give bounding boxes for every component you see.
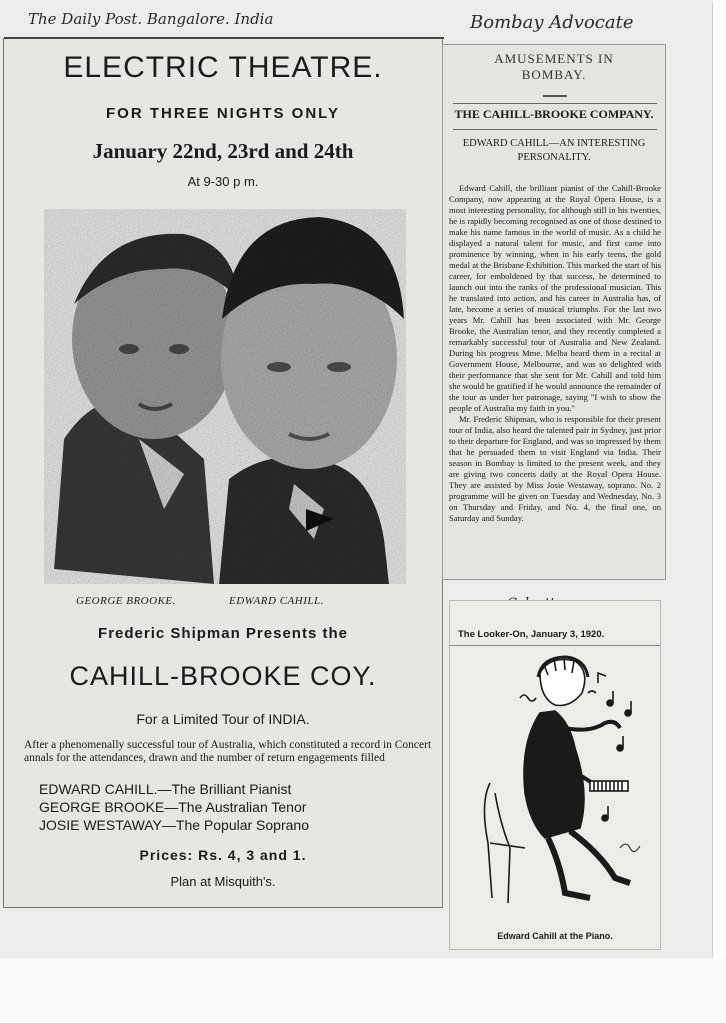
advert-company: CAHILL-BROOKE COY. — [69, 661, 377, 691]
advert-tour: For a Limited Tour of INDIA. — [136, 711, 310, 727]
article-subheading-line: PERSONALITY. — [517, 152, 591, 163]
cartoon-caption: Edward Cahill at the Piano. — [497, 931, 613, 941]
theatre-advertisement — [3, 38, 443, 908]
newspaper-article — [442, 44, 666, 580]
divider — [453, 103, 657, 104]
advert-title: ELECTRIC THEATRE. — [63, 51, 383, 84]
handwritten-source-note: The Daily Post. Bangalore. India — [28, 10, 274, 28]
cartoon-source: The Looker-On, January 3, 1920. — [458, 629, 605, 640]
ornament-rule — [543, 95, 567, 97]
article-paragraph: Mr. Frederic Shipman, who is responsible for their present tour of India, also heard the talented pair in Sydney, just prior to their departure for England, and was so impressed by them that he persuaded them to visit England via India. Their season in Bombay is limited to the present week, and they are giving two concerts daily at the Royal Opera House. They are assisted by Miss Josie Westaway, soprano. No. 2 programme will be given on Tuesday and Wednesday, No. 3 on Thursday and Friday, and No. 4, the final one, on Saturday and Sunday. — [449, 414, 661, 523]
article-paragraph: Edward Cahill, the brilliant pianist of the Cahill-Brooke Company, now appearing at the Royal Opera House, is a most interesting personality, for although still in his twenties, he is rapidly becoming recognised as one of those destined to make his name famous in the world of music. As a child he displayed a natural talent for music, and first came into prominence by winning, when in his early teens, the gold medal at the Brisbane Exhibition. This marked the start of his career, for emboldened by that success, he determined to launch out into the ranks of the professional musician. This he translated into action, and his career in Australia has, of late, become a series of musical triumphs. For the last two years Mr. Cahill has been associated with Mr. George Brooke, the Australian tenor, and they recently completed a remarkably successful tour of Australia and New Zealand. During his progress Mme. Melba heard them in a recital at Government House, Melbourne, and was so delighted with their performance that she sent for Mr. Cahill and told him she would be gratified if he would announce the remainder of the tour as under her patronage, saying "I wish to show the people of Australia my faith in you." — [449, 183, 661, 413]
advert-nights: FOR THREE NIGHTS ONLY — [106, 105, 340, 122]
divider — [453, 129, 657, 130]
article-section-header — [443, 51, 665, 83]
portrait-caption-right: EDWARD CAHILL. — [229, 595, 324, 607]
performer-line: JOSIE WESTAWAY—The Popular Soprano — [39, 817, 309, 833]
performers-portrait — [44, 209, 406, 584]
advert-dates: January 22nd, 23rd and 24th — [92, 139, 354, 163]
portrait-caption-left: GEORGE BROOKE. — [76, 595, 176, 607]
advert-plan: Plan at Misquith's. — [170, 874, 276, 889]
masthead-rule — [4, 17, 444, 39]
cartoon-clipping — [449, 600, 661, 950]
article-subheading — [443, 137, 665, 165]
advert-presenter: Frederic Shipman Presents the — [98, 625, 348, 642]
page-margin — [0, 958, 726, 1023]
article-subheading-line: EDWARD CAHILL—AN INTERESTING — [462, 138, 646, 149]
pianist-caricature — [470, 653, 650, 908]
performer-line: EDWARD CAHILL.—The Brilliant Pianist — [39, 781, 292, 797]
advert-paragraph: After a phenomenally successful tour of Australia, which constituted a record in Concert annals for the attendances, drawn and the number of return engagements filled — [24, 739, 432, 764]
advert-prices: Prices: Rs. 4, 3 and 1. — [139, 847, 307, 863]
article-body — [449, 183, 661, 524]
article-company: THE CAHILL-BROOKE COMPANY. — [454, 107, 654, 121]
advert-time: At 9-30 p m. — [187, 174, 259, 189]
article-header-line: BOMBAY. — [521, 67, 587, 82]
article-header-line: AMUSEMENTS IN — [494, 51, 614, 66]
performer-line: GEORGE BROOKE—The Australian Tenor — [39, 799, 307, 815]
handwritten-source-note: Bombay Advocate — [470, 12, 634, 33]
